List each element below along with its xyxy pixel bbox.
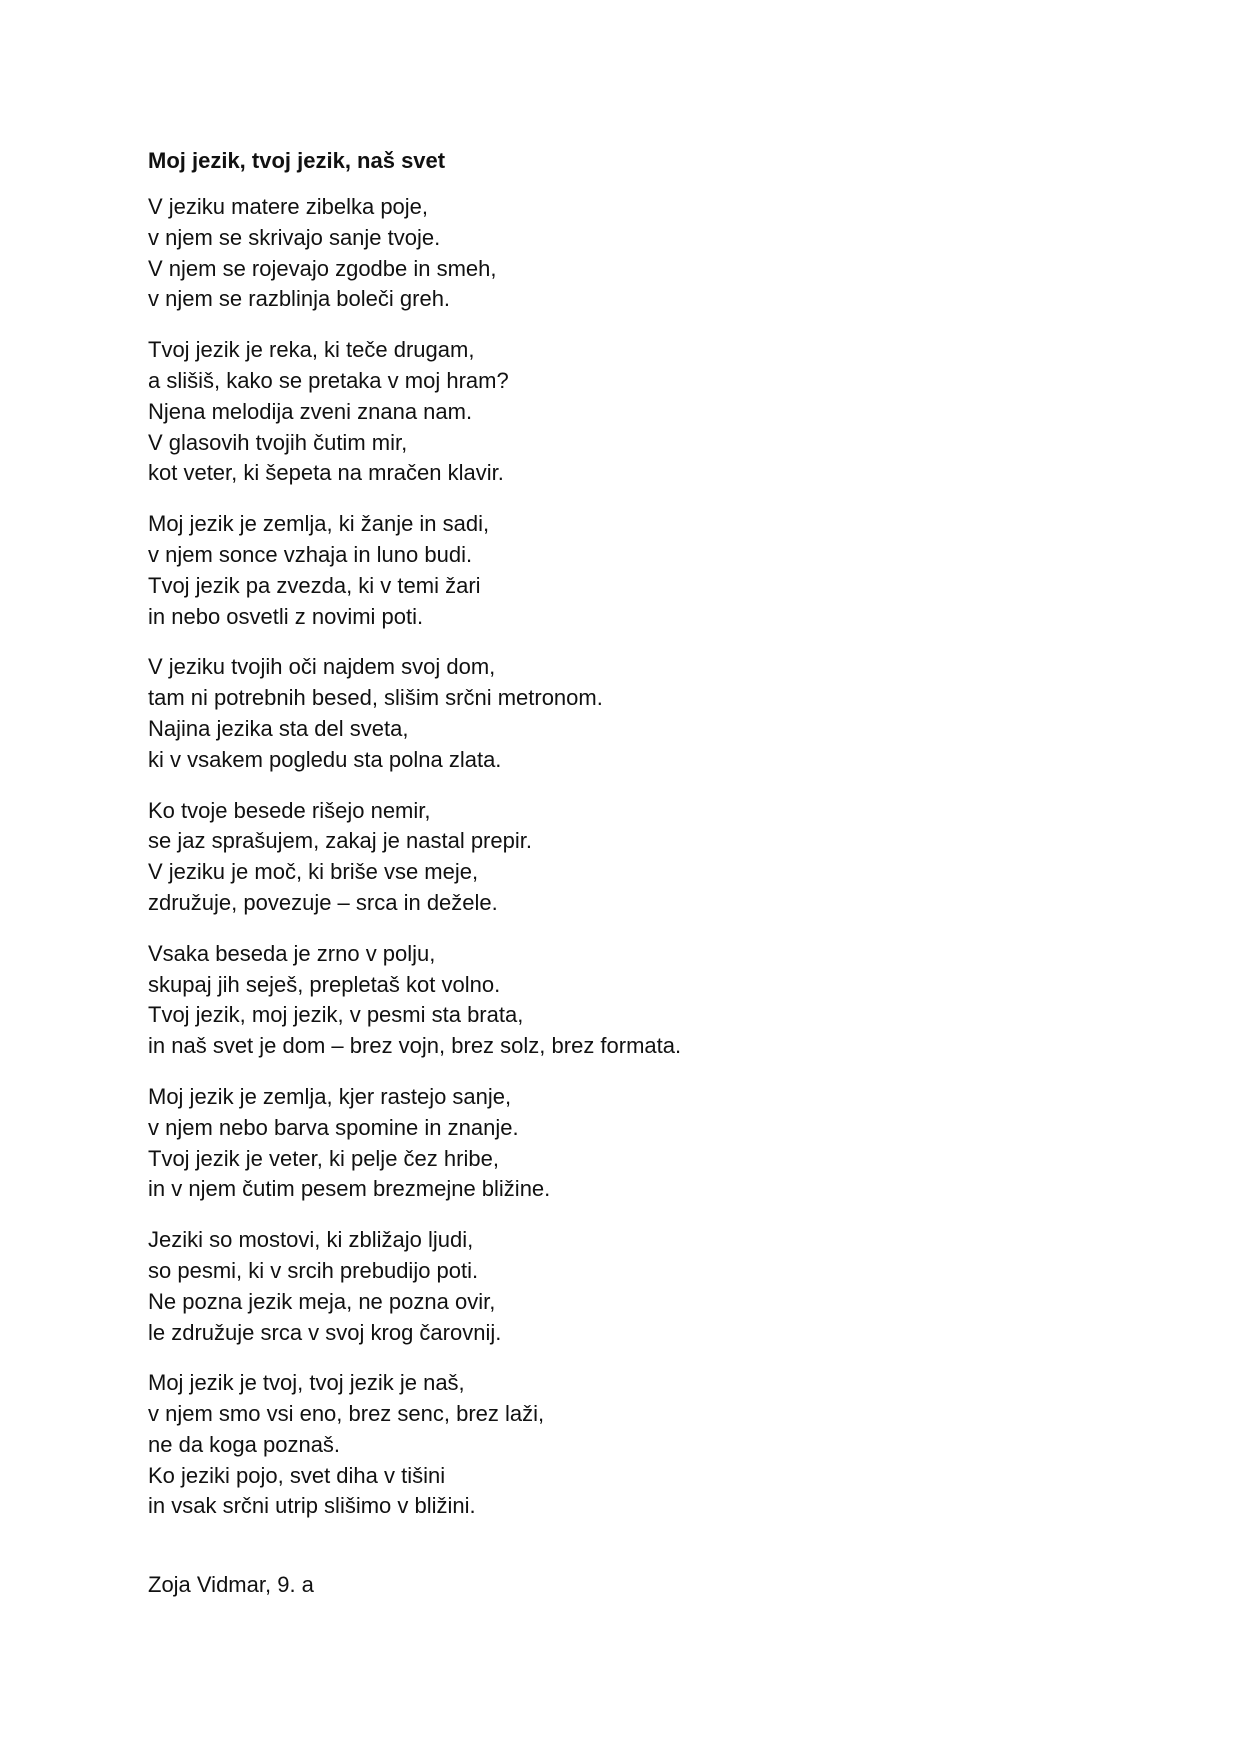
poem-line: v njem se razblinja boleči greh. [148, 286, 451, 312]
author-signature: Zoja Vidmar, 9. a [148, 1572, 314, 1598]
poem-line: Tvoj jezik je reka, ki teče drugam, [148, 337, 475, 363]
poem-line: Moj jezik je zemlja, ki žanje in sadi, [148, 511, 490, 537]
stanza [148, 192, 1108, 315]
poem-line: in vsak srčni utrip slišimo v bližini. [148, 1493, 476, 1519]
poem-line: V jeziku tvojih oči najdem svoj dom, [148, 654, 496, 680]
stanza [148, 939, 1108, 1062]
poem-line: Vsaka beseda je zrno v polju, [148, 940, 436, 966]
poem-line: tam ni potrebnih besed, slišim srčni metronom. [148, 685, 603, 711]
poem-line: Moj jezik je tvoj, tvoj jezik je naš, [148, 1370, 465, 1396]
poem-line: Jeziki so mostovi, ki zbližajo ljudi, [148, 1227, 474, 1253]
stanza [148, 652, 1108, 775]
poem-line: in naš svet je dom – brez vojn, brez solz, brez formata. [148, 1033, 682, 1059]
poem-line: Tvoj jezik, moj jezik, v pesmi sta brata, [148, 1002, 524, 1028]
poem-line: in v njem čutim pesem brezmejne bližine. [148, 1176, 551, 1202]
stanza [148, 1225, 1108, 1348]
poem-title: Moj jezik, tvoj jezik, naš svet [148, 148, 446, 173]
poem-line: kot veter, ki šepeta na mračen klavir. [148, 460, 504, 486]
poem-line: Njena melodija zveni znana nam. [148, 398, 473, 424]
poem-line: v njem smo vsi eno, brez senc, brez laži, [148, 1401, 545, 1427]
poem-line: so pesmi, ki v srcih prebudijo poti. [148, 1257, 479, 1283]
poem-line: V glasovih tvojih čutim mir, [148, 429, 408, 455]
poem-line: Tvoj jezik je veter, ki pelje čez hribe, [148, 1145, 499, 1171]
poem-line: ne da koga poznaš. [148, 1431, 341, 1457]
poem [148, 146, 1108, 1600]
poem-line: Ne pozna jezik meja, ne pozna ovir, [148, 1288, 496, 1314]
poem-line: v njem se skrivajo sanje tvoje. [148, 224, 441, 250]
poem-line: in nebo osvetli z novimi poti. [148, 603, 424, 629]
poem-line: V jeziku matere zibelka poje, [148, 194, 429, 219]
poem-line: Ko jeziki pojo, svet diha v tišini [148, 1462, 446, 1488]
poem-line: v njem nebo barva spomine in znanje. [148, 1114, 519, 1140]
poem-line: združuje, povezuje – srca in dežele. [148, 889, 498, 915]
stanza [148, 1082, 1108, 1205]
stanza [148, 796, 1108, 919]
poem-line: le združuje srca v svoj krog čarovnij. [148, 1319, 502, 1345]
poem-line: V njem se rojevajo zgodbe in smeh, [148, 255, 497, 281]
poem-line: Tvoj jezik pa zvezda, ki v temi žari [148, 572, 481, 598]
poem-line: v njem sonce vzhaja in luno budi. [148, 541, 473, 567]
stanza [148, 1368, 1108, 1522]
poem-line: Ko tvoje besede rišejo nemir, [148, 797, 431, 823]
poem-line: Moj jezik je zemlja, kjer rastejo sanje, [148, 1083, 512, 1109]
poem-line: ki v vsakem pogledu sta polna zlata. [148, 746, 502, 772]
poem-line: V jeziku je moč, ki briše vse meje, [148, 859, 479, 885]
poem-line: se jaz sprašujem, zakaj je nastal prepir. [148, 828, 532, 854]
stanza [148, 335, 1108, 489]
poem-line: skupaj jih seješ, prepletaš kot volno. [148, 971, 501, 997]
stanza [148, 509, 1108, 632]
poem-line: a slišiš, kako se pretaka v moj hram? [148, 367, 509, 393]
poem-line: Najina jezika sta del sveta, [148, 715, 409, 741]
